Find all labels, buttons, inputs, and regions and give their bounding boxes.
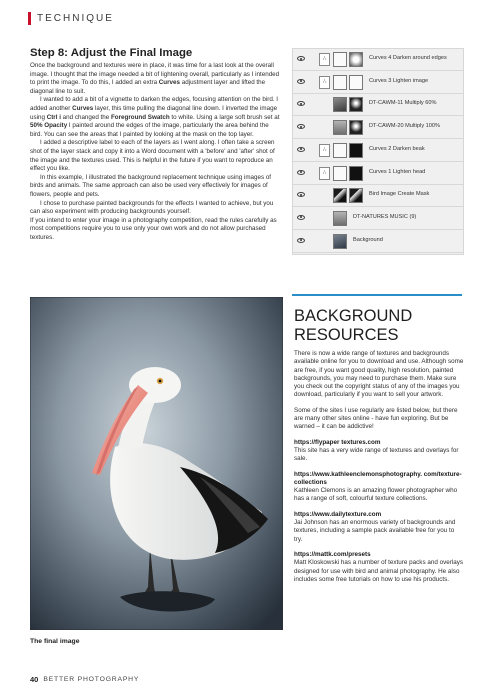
text-run: adjustment layer and lifted the diagonal line to suit. xyxy=(30,79,266,95)
curves-adjustment-icon: ∴ xyxy=(319,76,330,89)
layer-mask-thumbnail xyxy=(349,188,363,203)
layer-thumbnail xyxy=(333,120,347,135)
bold-term: Curves xyxy=(72,104,94,112)
visibility-eye-icon xyxy=(297,215,305,220)
layer-thumbnail xyxy=(333,211,347,226)
layer-mask-thumbnail xyxy=(349,166,363,181)
layer-name: Bird Image Create Mask xyxy=(369,191,430,198)
step-body-text xyxy=(30,62,280,242)
step-paragraph xyxy=(30,200,280,217)
visibility-eye-icon xyxy=(297,170,305,175)
resources-list xyxy=(294,439,464,584)
text-run: Once the background and textures were in place, it was time for a last look at the overall image. I thought that the image needed a bit of lightening overall, particularly as I intended to print the image. To do this, I added an extra xyxy=(30,62,280,87)
layer-row xyxy=(293,117,463,139)
layer-thumbnail xyxy=(333,188,347,203)
curves-adjustment-icon: ∴ xyxy=(319,53,330,66)
resources-intro-2: Some of the sites I use regularly are listed below, but there are many other sites online - have fun exploring. But be warned – it can be addictive! xyxy=(294,406,458,431)
layer-row xyxy=(293,231,463,253)
resources-body xyxy=(294,350,464,591)
text-run: I chose to purchase painted backgrounds for the effects I wanted to achieve, but you can also experiment with producing backgrounds yourself. xyxy=(30,199,274,216)
bold-term: Foreground Swatch xyxy=(110,113,170,121)
step-paragraph xyxy=(30,217,280,243)
text-run: If you intend to enter your image in a photography competition, read the rules carefully as most competitions require you to use only your own work and do not allow purchased textures. xyxy=(30,216,277,241)
step-paragraph xyxy=(30,62,280,96)
layer-thumbnail xyxy=(333,52,347,67)
bold-term: 50% Opacity xyxy=(30,122,68,130)
layer-row xyxy=(293,208,463,230)
resources-intro: There is now a wide range of textures and backgrounds available online for you to download and use. Although some are free, if you want good quality, high resolution, painted backgrounds, you may need to purchase them. Make sure you check out the copyright status of any of the images you download, particularly if you want to sell your artwork. xyxy=(294,350,464,399)
layer-row xyxy=(293,72,463,94)
visibility-eye-icon xyxy=(297,124,305,129)
curves-adjustment-icon: ∴ xyxy=(319,144,330,157)
resources-title xyxy=(294,307,412,345)
layer-row xyxy=(293,140,463,162)
layer-thumbnail xyxy=(333,143,347,158)
text-run: I added a descriptive label to each of the layers as I went along. I often take a screen shot of the layer stack and copy it into a Word document with a 'before' and 'after' shot of the image and the textures used. This is helpful in the future if you want to reproduce an effect you like. xyxy=(30,139,275,173)
layer-row xyxy=(293,185,463,207)
resource-entry xyxy=(294,439,464,464)
layer-row xyxy=(293,163,463,185)
layer-name: DT-NATURES MUSIC (9) xyxy=(353,213,417,220)
text-run: I wanted to add a bit of a vignette to darken the edges, focusing attention on the bird. I added another xyxy=(30,96,279,112)
resources-title-line2: RESOURCES xyxy=(294,326,399,344)
visibility-eye-icon xyxy=(297,79,305,84)
text-run: and changed the xyxy=(60,113,111,121)
page-footer xyxy=(30,675,139,684)
resource-url: https://mattk.com/presets xyxy=(294,550,371,558)
visibility-eye-icon xyxy=(297,238,305,243)
resource-entry xyxy=(294,511,464,544)
layer-row xyxy=(293,49,463,71)
layer-name: Curves 1 Lighten head xyxy=(369,168,426,175)
layer-mask-thumbnail xyxy=(349,143,363,158)
resource-url: https://www.kathleenclemonsphotography. com/texture-collections xyxy=(294,470,462,486)
resource-entry xyxy=(294,551,464,584)
resource-description: Kathleen Clemons is an amazing flower photographer who has a range of soft, colourful texture collections. xyxy=(294,487,458,503)
layer-thumbnail xyxy=(333,166,347,181)
layer-thumbnail xyxy=(333,75,347,90)
layer-thumbnail xyxy=(333,234,347,249)
layer-name: Curves 2 Darken beak xyxy=(369,145,425,152)
section-header xyxy=(28,12,114,25)
pelican-photo xyxy=(30,297,283,630)
resource-description: Jai Johnson has an enormous variety of backgrounds and textures, including a sample pack available free for you to try. xyxy=(294,519,456,543)
resources-title-line1: BACKGROUND xyxy=(294,307,413,325)
final-pelican-image xyxy=(30,297,283,630)
magazine-name: BETTER PHOTOGRAPHY xyxy=(43,676,140,683)
resource-description: This site has a very wide range of textures and overlays for sale. xyxy=(294,446,459,463)
text-run: In this example, I illustrated the background replacement technique using images of birds and animals. The same approach can also be used very effectively for images of flowers, people and pets. xyxy=(30,173,272,198)
layer-name: Curves 4 Darken around edges xyxy=(369,55,447,61)
layer-name: DT-CAWM-20 Multiply 100% xyxy=(369,123,440,130)
section-accent-bar xyxy=(28,12,31,25)
visibility-eye-icon xyxy=(297,192,305,197)
layers-panel-screenshot xyxy=(292,48,464,255)
visibility-eye-icon xyxy=(297,56,305,61)
layer-name: Curves 3 Lighten image xyxy=(369,77,429,84)
page-number: 40 xyxy=(30,675,39,684)
text-run: layer, this time pulling the diagonal line down. I inverted the image using xyxy=(30,104,278,121)
resource-entry xyxy=(294,471,464,504)
bold-term: Ctrl i xyxy=(46,113,61,121)
section-label: TECHNIQUE xyxy=(37,13,114,24)
resource-url: https://www.dailytexture.com xyxy=(294,510,382,518)
bold-term: Curves xyxy=(158,79,180,87)
layer-mask-thumbnail xyxy=(349,120,363,135)
text-run: to white. Using a large soft brush set at xyxy=(169,113,280,121)
layer-mask-thumbnail xyxy=(349,52,363,67)
layer-name: DT-CAWM-11 Multiply 60% xyxy=(369,100,437,107)
visibility-eye-icon xyxy=(297,147,305,152)
layer-name: Background xyxy=(353,236,383,243)
photo-caption: The final image xyxy=(30,638,80,645)
resource-url: https://flypaper textures.com xyxy=(294,438,381,446)
visibility-eye-icon xyxy=(297,101,305,106)
step-paragraph xyxy=(30,174,280,200)
text-run: I painted around the edges of the image, particularly the area behind the bird. You can see the areas that I painted by looking at the mask on the top layer. xyxy=(30,122,269,138)
step-paragraph xyxy=(30,96,280,139)
step-title: Step 8: Adjust the Final Image xyxy=(30,47,193,59)
resources-rule xyxy=(292,294,462,296)
layer-mask-thumbnail xyxy=(349,97,363,112)
layer-row xyxy=(293,94,463,116)
resource-description: Matt Kloskowski has a number of texture packs and overlays designed for use with bird and animal photography. He also includes some free tutorials on how to use his products. xyxy=(294,559,464,583)
layer-thumbnail xyxy=(333,97,347,112)
layer-mask-thumbnail xyxy=(349,75,363,90)
curves-adjustment-icon: ∴ xyxy=(319,167,330,180)
step-paragraph xyxy=(30,139,280,173)
